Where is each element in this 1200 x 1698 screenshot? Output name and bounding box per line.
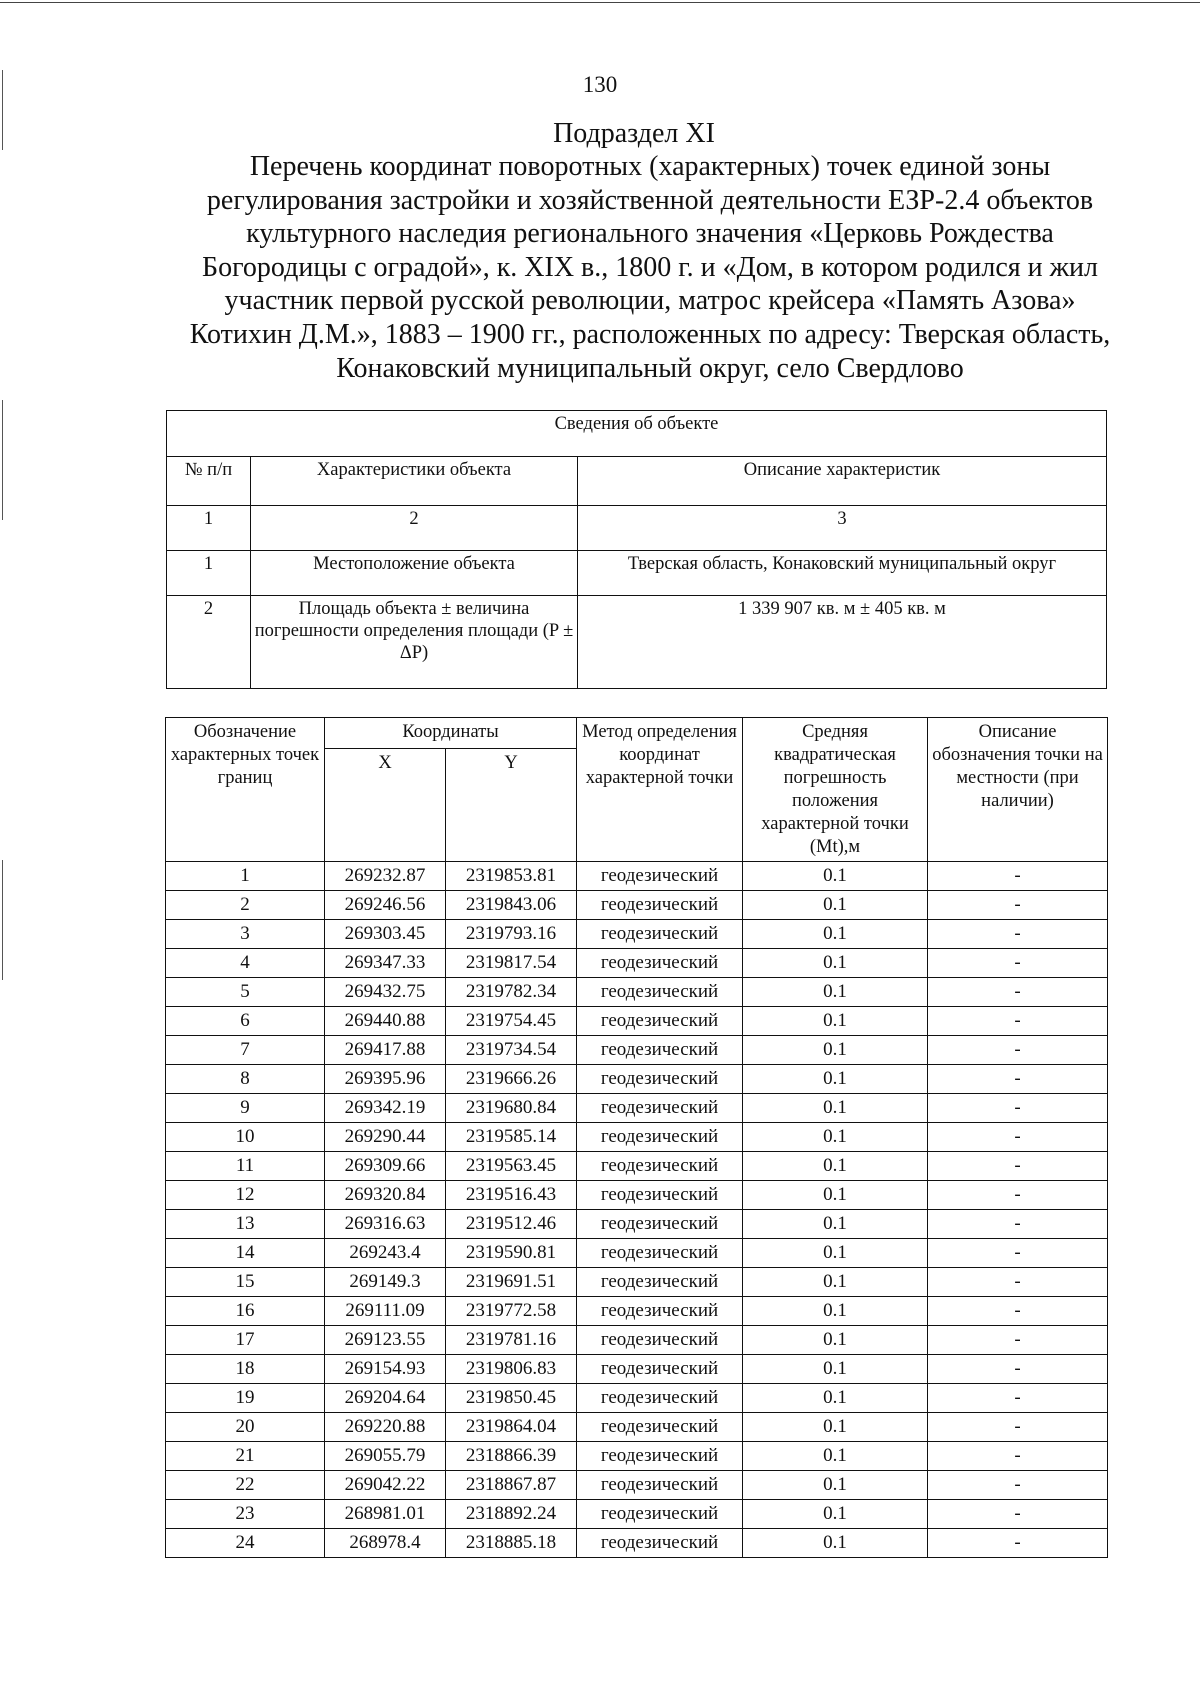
point-number: 1 xyxy=(166,862,325,891)
table-row xyxy=(166,949,1108,978)
coord-x: 269290.44 xyxy=(325,1123,446,1152)
point-description: - xyxy=(928,978,1108,1007)
table-row xyxy=(166,1529,1108,1558)
point-number: 20 xyxy=(166,1413,325,1442)
point-number: 12 xyxy=(166,1181,325,1210)
point-description: - xyxy=(928,1094,1108,1123)
method: геодезический xyxy=(577,862,743,891)
point-number: 17 xyxy=(166,1326,325,1355)
method: геодезический xyxy=(577,1500,743,1529)
coord-y: 2319590.81 xyxy=(446,1239,577,1268)
coord-x: 269440.88 xyxy=(325,1007,446,1036)
mean-error: 0.1 xyxy=(743,1326,928,1355)
heading-line: культурного наследия регионального значения «Церковь Рождества xyxy=(246,218,1054,250)
method: геодезический xyxy=(577,1036,743,1065)
table-row xyxy=(166,920,1108,949)
coord-y: 2319806.83 xyxy=(446,1355,577,1384)
table-row xyxy=(166,1471,1108,1500)
point-description: - xyxy=(928,1065,1108,1094)
coord-x: 268978.4 xyxy=(325,1529,446,1558)
point-number: 7 xyxy=(166,1036,325,1065)
object-info-title: Сведения об объекте xyxy=(167,411,1107,457)
point-number: 15 xyxy=(166,1268,325,1297)
point-description: - xyxy=(928,1297,1108,1326)
point-number: 16 xyxy=(166,1297,325,1326)
coord-y: 2318867.87 xyxy=(446,1471,577,1500)
row-description: Тверская область, Конаковский муниципальный округ xyxy=(578,551,1107,596)
coord-x: 269243.4 xyxy=(325,1239,446,1268)
method: геодезический xyxy=(577,1297,743,1326)
mean-error: 0.1 xyxy=(743,1297,928,1326)
point-number: 18 xyxy=(166,1355,325,1384)
coord-x: 269309.66 xyxy=(325,1152,446,1181)
coord-y: 2319585.14 xyxy=(446,1123,577,1152)
left-margin-mark xyxy=(2,400,3,520)
mean-error: 0.1 xyxy=(743,1210,928,1239)
point-description: - xyxy=(928,1210,1108,1239)
mean-error: 0.1 xyxy=(743,1471,928,1500)
coord-y: 2319843.06 xyxy=(446,891,577,920)
point-number: 9 xyxy=(166,1094,325,1123)
coord-x: 269432.75 xyxy=(325,978,446,1007)
header-method: Метод определения координат характерной точки xyxy=(577,718,743,862)
method: геодезический xyxy=(577,1210,743,1239)
mean-error: 0.1 xyxy=(743,1123,928,1152)
header-characteristics: Характеристики объекта xyxy=(251,457,578,506)
point-description: - xyxy=(928,862,1108,891)
coord-y: 2318885.18 xyxy=(446,1529,577,1558)
table-row xyxy=(166,891,1108,920)
header-error: Средняя квадратическая погрешность положения характерной точки (Mt),м xyxy=(743,718,928,862)
method: геодезический xyxy=(577,1355,743,1384)
method: геодезический xyxy=(577,1123,743,1152)
heading-line: регулирования застройки и хозяйственной деятельности ЕЗР-2.4 объектов xyxy=(206,184,1094,216)
mean-error: 0.1 xyxy=(743,978,928,1007)
coord-y: 2319781.16 xyxy=(446,1326,577,1355)
coord-y: 2319512.46 xyxy=(446,1210,577,1239)
heading-line: Богородицы с оградой», к. XIX в., 1800 г. и «Дом, в котором родился и жил xyxy=(202,251,1098,283)
coord-x: 268981.01 xyxy=(325,1500,446,1529)
mean-error: 0.1 xyxy=(743,949,928,978)
point-description: - xyxy=(928,1036,1108,1065)
point-number: 14 xyxy=(166,1239,325,1268)
point-description: - xyxy=(928,1529,1108,1558)
coord-x: 269316.63 xyxy=(325,1210,446,1239)
header-designation: Обозначение характерных точек границ xyxy=(166,718,325,862)
table-row xyxy=(166,1355,1108,1384)
subsection-title: Подраздел XI xyxy=(553,118,715,149)
coord-y: 2319850.45 xyxy=(446,1384,577,1413)
table-row xyxy=(166,978,1108,1007)
point-number: 19 xyxy=(166,1384,325,1413)
table-row xyxy=(166,1007,1108,1036)
coord-y: 2319734.54 xyxy=(446,1036,577,1065)
coord-x: 269154.93 xyxy=(325,1355,446,1384)
table-row xyxy=(166,1500,1108,1529)
table-row xyxy=(166,1413,1108,1442)
coord-y: 2319772.58 xyxy=(446,1297,577,1326)
coord-y: 2319853.81 xyxy=(446,862,577,891)
point-description: - xyxy=(928,949,1108,978)
table-row xyxy=(166,1239,1108,1268)
point-description: - xyxy=(928,1239,1108,1268)
point-description: - xyxy=(928,920,1108,949)
coord-x: 269347.33 xyxy=(325,949,446,978)
point-description: - xyxy=(928,1384,1108,1413)
mean-error: 0.1 xyxy=(743,1036,928,1065)
mean-error: 0.1 xyxy=(743,1239,928,1268)
header-coordinates: Координаты xyxy=(325,718,577,749)
mean-error: 0.1 xyxy=(743,1181,928,1210)
row-characteristic: Площадь объекта ± величина погрешности определения площади (P ± ΔP) xyxy=(251,596,578,689)
row-number: 1 xyxy=(167,551,251,596)
point-number: 3 xyxy=(166,920,325,949)
mean-error: 0.1 xyxy=(743,1007,928,1036)
header-x: X xyxy=(325,749,446,862)
method: геодезический xyxy=(577,1384,743,1413)
point-number: 5 xyxy=(166,978,325,1007)
coord-x: 269149.3 xyxy=(325,1268,446,1297)
method: геодезический xyxy=(577,1268,743,1297)
method: геодезический xyxy=(577,1471,743,1500)
mean-error: 0.1 xyxy=(743,1384,928,1413)
coord-x: 269220.88 xyxy=(325,1413,446,1442)
method: геодезический xyxy=(577,1326,743,1355)
mean-error: 0.1 xyxy=(743,1152,928,1181)
point-number: 13 xyxy=(166,1210,325,1239)
method: геодезический xyxy=(577,1007,743,1036)
table-row xyxy=(166,1036,1108,1065)
table-row xyxy=(166,1152,1108,1181)
point-description: - xyxy=(928,1181,1108,1210)
mean-error: 0.1 xyxy=(743,1065,928,1094)
row-characteristic: Местоположение объекта xyxy=(251,551,578,596)
coord-x: 269204.64 xyxy=(325,1384,446,1413)
coord-x: 269320.84 xyxy=(325,1181,446,1210)
column-number: 2 xyxy=(251,506,578,551)
coord-y: 2319864.04 xyxy=(446,1413,577,1442)
method: геодезический xyxy=(577,891,743,920)
row-number: 2 xyxy=(167,596,251,689)
coord-y: 2319563.45 xyxy=(446,1152,577,1181)
header-row-number: № п/п xyxy=(167,457,251,506)
mean-error: 0.1 xyxy=(743,1500,928,1529)
document-heading xyxy=(150,150,1150,385)
method: геодезический xyxy=(577,1239,743,1268)
method: геодезический xyxy=(577,1181,743,1210)
mean-error: 0.1 xyxy=(743,1413,928,1442)
method: геодезический xyxy=(577,949,743,978)
heading-line: Конаковский муниципальный округ, село Свердлово xyxy=(336,352,964,384)
coord-x: 269395.96 xyxy=(325,1065,446,1094)
top-border-line xyxy=(0,2,1200,3)
coord-y: 2319516.43 xyxy=(446,1181,577,1210)
coord-y: 2319782.34 xyxy=(446,978,577,1007)
coord-y: 2318892.24 xyxy=(446,1500,577,1529)
point-number: 6 xyxy=(166,1007,325,1036)
point-number: 23 xyxy=(166,1500,325,1529)
page-number: 130 xyxy=(582,72,618,97)
coord-y: 2319680.84 xyxy=(446,1094,577,1123)
point-description: - xyxy=(928,1355,1108,1384)
method: геодезический xyxy=(577,1529,743,1558)
method: геодезический xyxy=(577,1152,743,1181)
coord-y: 2319691.51 xyxy=(446,1268,577,1297)
table-row xyxy=(166,1065,1108,1094)
coord-x: 269232.87 xyxy=(325,862,446,891)
point-number: 2 xyxy=(166,891,325,920)
method: геодезический xyxy=(577,1065,743,1094)
left-margin-mark xyxy=(2,860,3,980)
point-number: 8 xyxy=(166,1065,325,1094)
point-number: 24 xyxy=(166,1529,325,1558)
point-description: - xyxy=(928,1007,1108,1036)
coord-x: 269417.88 xyxy=(325,1036,446,1065)
coord-y: 2319666.26 xyxy=(446,1065,577,1094)
point-description: - xyxy=(928,1442,1108,1471)
table-row xyxy=(166,1326,1108,1355)
point-description: - xyxy=(928,1123,1108,1152)
mean-error: 0.1 xyxy=(743,891,928,920)
mean-error: 0.1 xyxy=(743,1529,928,1558)
coord-x: 269111.09 xyxy=(325,1297,446,1326)
table-row xyxy=(166,1442,1108,1471)
coordinates-table xyxy=(165,717,1108,1558)
coord-x: 269042.22 xyxy=(325,1471,446,1500)
header-point-description: Описание обозначения точки на местности (при наличии) xyxy=(928,718,1108,862)
table-row xyxy=(166,1210,1108,1239)
header-y: Y xyxy=(446,749,577,862)
point-description: - xyxy=(928,1152,1108,1181)
method: геодезический xyxy=(577,978,743,1007)
method: геодезический xyxy=(577,1094,743,1123)
point-description: - xyxy=(928,1471,1108,1500)
table-row xyxy=(166,1181,1108,1210)
coord-y: 2319817.54 xyxy=(446,949,577,978)
table-row xyxy=(166,862,1108,891)
coord-x: 269246.56 xyxy=(325,891,446,920)
coord-x: 269123.55 xyxy=(325,1326,446,1355)
column-number: 1 xyxy=(167,506,251,551)
heading-line: Перечень координат поворотных (характерных) точек единой зоны xyxy=(249,151,1051,182)
mean-error: 0.1 xyxy=(743,1268,928,1297)
point-number: 4 xyxy=(166,949,325,978)
point-number: 11 xyxy=(166,1152,325,1181)
point-description: - xyxy=(928,1268,1108,1297)
table-row xyxy=(166,1297,1108,1326)
coord-y: 2319754.45 xyxy=(446,1007,577,1036)
mean-error: 0.1 xyxy=(743,1442,928,1471)
row-description: 1 339 907 кв. м ± 405 кв. м xyxy=(578,596,1107,689)
table-row xyxy=(166,1123,1108,1152)
heading-line: Котихин Д.М.», 1883 – 1900 гг., расположенных по адресу: Тверская область, xyxy=(189,318,1111,350)
column-number: 3 xyxy=(578,506,1107,551)
method: геодезический xyxy=(577,1442,743,1471)
point-number: 10 xyxy=(166,1123,325,1152)
coord-x: 269342.19 xyxy=(325,1094,446,1123)
mean-error: 0.1 xyxy=(743,1094,928,1123)
heading-line: участник первой русской революции, матрос крейсера «Память Азова» xyxy=(224,285,1076,317)
method: геодезический xyxy=(577,1413,743,1442)
coord-x: 269303.45 xyxy=(325,920,446,949)
point-number: 22 xyxy=(166,1471,325,1500)
object-info-table xyxy=(166,410,1107,689)
header-description: Описание характеристик xyxy=(578,457,1107,506)
table-row xyxy=(166,1268,1108,1297)
coord-y: 2319793.16 xyxy=(446,920,577,949)
mean-error: 0.1 xyxy=(743,862,928,891)
coord-x: 269055.79 xyxy=(325,1442,446,1471)
point-description: - xyxy=(928,891,1108,920)
method: геодезический xyxy=(577,920,743,949)
point-description: - xyxy=(928,1500,1108,1529)
mean-error: 0.1 xyxy=(743,1355,928,1384)
point-description: - xyxy=(928,1326,1108,1355)
point-number: 21 xyxy=(166,1442,325,1471)
mean-error: 0.1 xyxy=(743,920,928,949)
table-row xyxy=(166,1384,1108,1413)
point-description: - xyxy=(928,1413,1108,1442)
coord-y: 2318866.39 xyxy=(446,1442,577,1471)
table-row xyxy=(166,1094,1108,1123)
